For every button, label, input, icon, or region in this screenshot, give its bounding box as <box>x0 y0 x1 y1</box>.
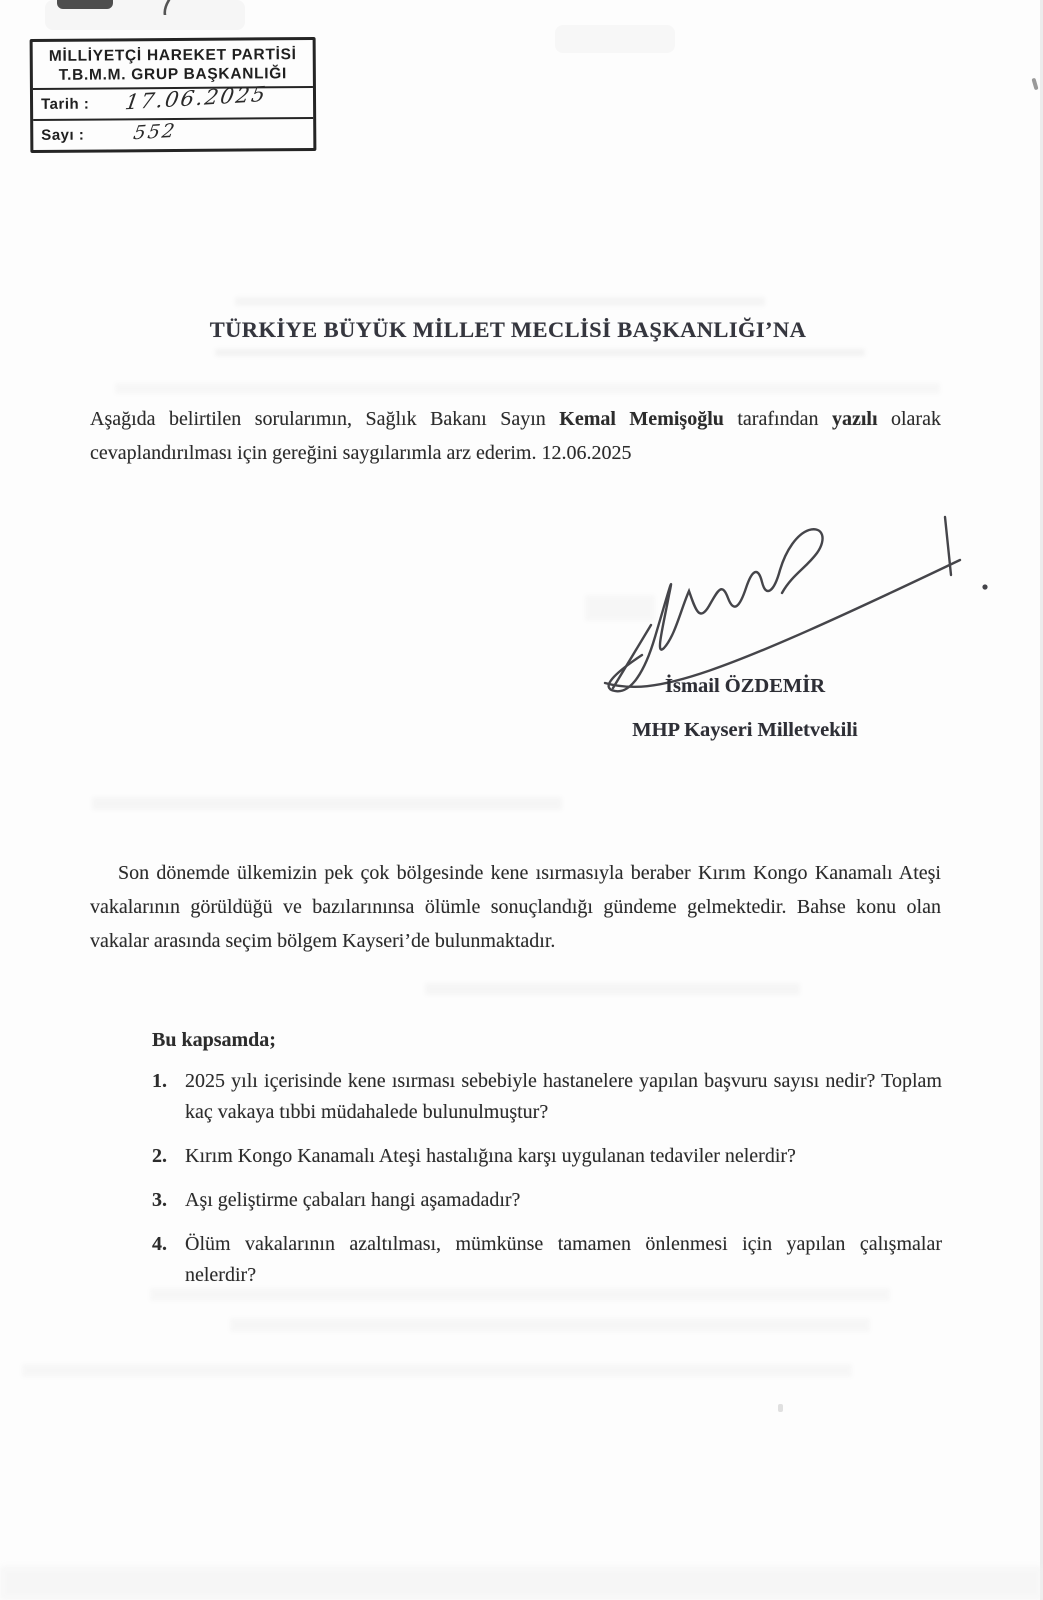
list-item-number: 2. <box>152 1145 167 1167</box>
signatory-role: MHP Kayseri Milletvekili <box>632 719 858 741</box>
list-item <box>152 1229 942 1291</box>
signatory-name: İsmail ÖZDEMİR <box>664 675 826 697</box>
intro-emphasis: yazılı <box>831 408 878 430</box>
list-item <box>152 1066 942 1128</box>
signature-scribble <box>585 505 995 695</box>
cropped-header-artifact <box>57 0 113 9</box>
scan-speck <box>778 1404 783 1412</box>
stamp-number-label: Sayı : <box>41 126 85 144</box>
list-item-number: 3. <box>152 1189 167 1211</box>
stamp-number-row <box>33 117 313 150</box>
bleed-through-artifact <box>115 383 940 394</box>
list-item <box>152 1185 942 1216</box>
list-item-number: 4. <box>152 1233 167 1255</box>
intro-segment: Aşağıda belirtilen sorularımın, Sağlık Bakanı Sayın <box>90 408 560 430</box>
list-item-number: 1. <box>152 1070 167 1092</box>
scan-edge-texture <box>0 1566 1043 1600</box>
bleed-through-artifact <box>22 1364 852 1377</box>
list-item-text: Kırım Kongo Kanamalı Ateşi hastalığına karşı uygulanan tedaviler nelerdir? <box>185 1145 796 1167</box>
body-paragraph: Son dönemde ülkemizin pek çok bölgesinde kene ısırmasıyla beraber Kırım Kongo Kanamalı Ateşi vakalarının görüldüğü ve bazılarınınsa ölümle sonuçlandığı gündeme gelmektedir. Bahse konu olan vakalar arasında seçim bölgem Kayseri’de bulunmaktadır. <box>90 862 941 952</box>
questions-list <box>152 1066 942 1304</box>
document-title: TÜRKİYE BÜYÜK MİLLET MECLİSİ BAŞKANLIĞI’NA <box>209 317 807 342</box>
stamp-party-line1: MİLLİYETÇİ HAREKET PARTİSİ <box>48 46 297 65</box>
stamp-party-line2: T.B.M.M. GRUP BAŞKANLIĞI <box>58 65 288 84</box>
scan-speck <box>1031 78 1038 91</box>
bleed-through-artifact <box>230 1318 870 1332</box>
scan-smudge <box>555 25 675 53</box>
intro-paragraph <box>90 403 941 470</box>
stamp-date-label: Tarih : <box>41 95 90 113</box>
bleed-through-artifact <box>215 349 865 356</box>
stamp-date-handwritten: 17.06.2025 <box>123 81 269 114</box>
list-item-text: 2025 yılı içerisinde kene ısırması sebebiyle hastanelere yapılan başvuru sayısı nedir? Toplam kaç vakaya tıbbi müdahalede bulunulmuştur? <box>185 1070 942 1123</box>
bleed-through-artifact <box>425 983 800 995</box>
intro-segment: tarafından <box>723 408 832 430</box>
bleed-through-artifact <box>235 297 765 306</box>
list-item-text: Aşı geliştirme çabaları hangi aşamadadır? <box>185 1189 521 1211</box>
list-item-text: Ölüm vakalarının azaltılması, mümkünse tamamen önlenmesi için yapılan çalışmalar nelerdir? <box>185 1233 942 1286</box>
cropped-stroke-artifact <box>160 0 174 15</box>
party-registry-stamp <box>30 37 317 153</box>
bleed-through-artifact <box>92 797 562 810</box>
stamp-party-name <box>33 40 313 88</box>
intro-segment: olarak cevaplandırılması için gereğini saygılarımla arz ederim. 12.06.2025 <box>90 408 941 464</box>
stamp-number-handwritten: 552 <box>131 119 178 144</box>
minister-name: Kemal Memişoğlu <box>559 408 724 430</box>
stamp-date-row <box>33 81 313 119</box>
questions-heading: Bu kapsamda; <box>152 1029 276 1051</box>
list-item <box>152 1141 942 1172</box>
